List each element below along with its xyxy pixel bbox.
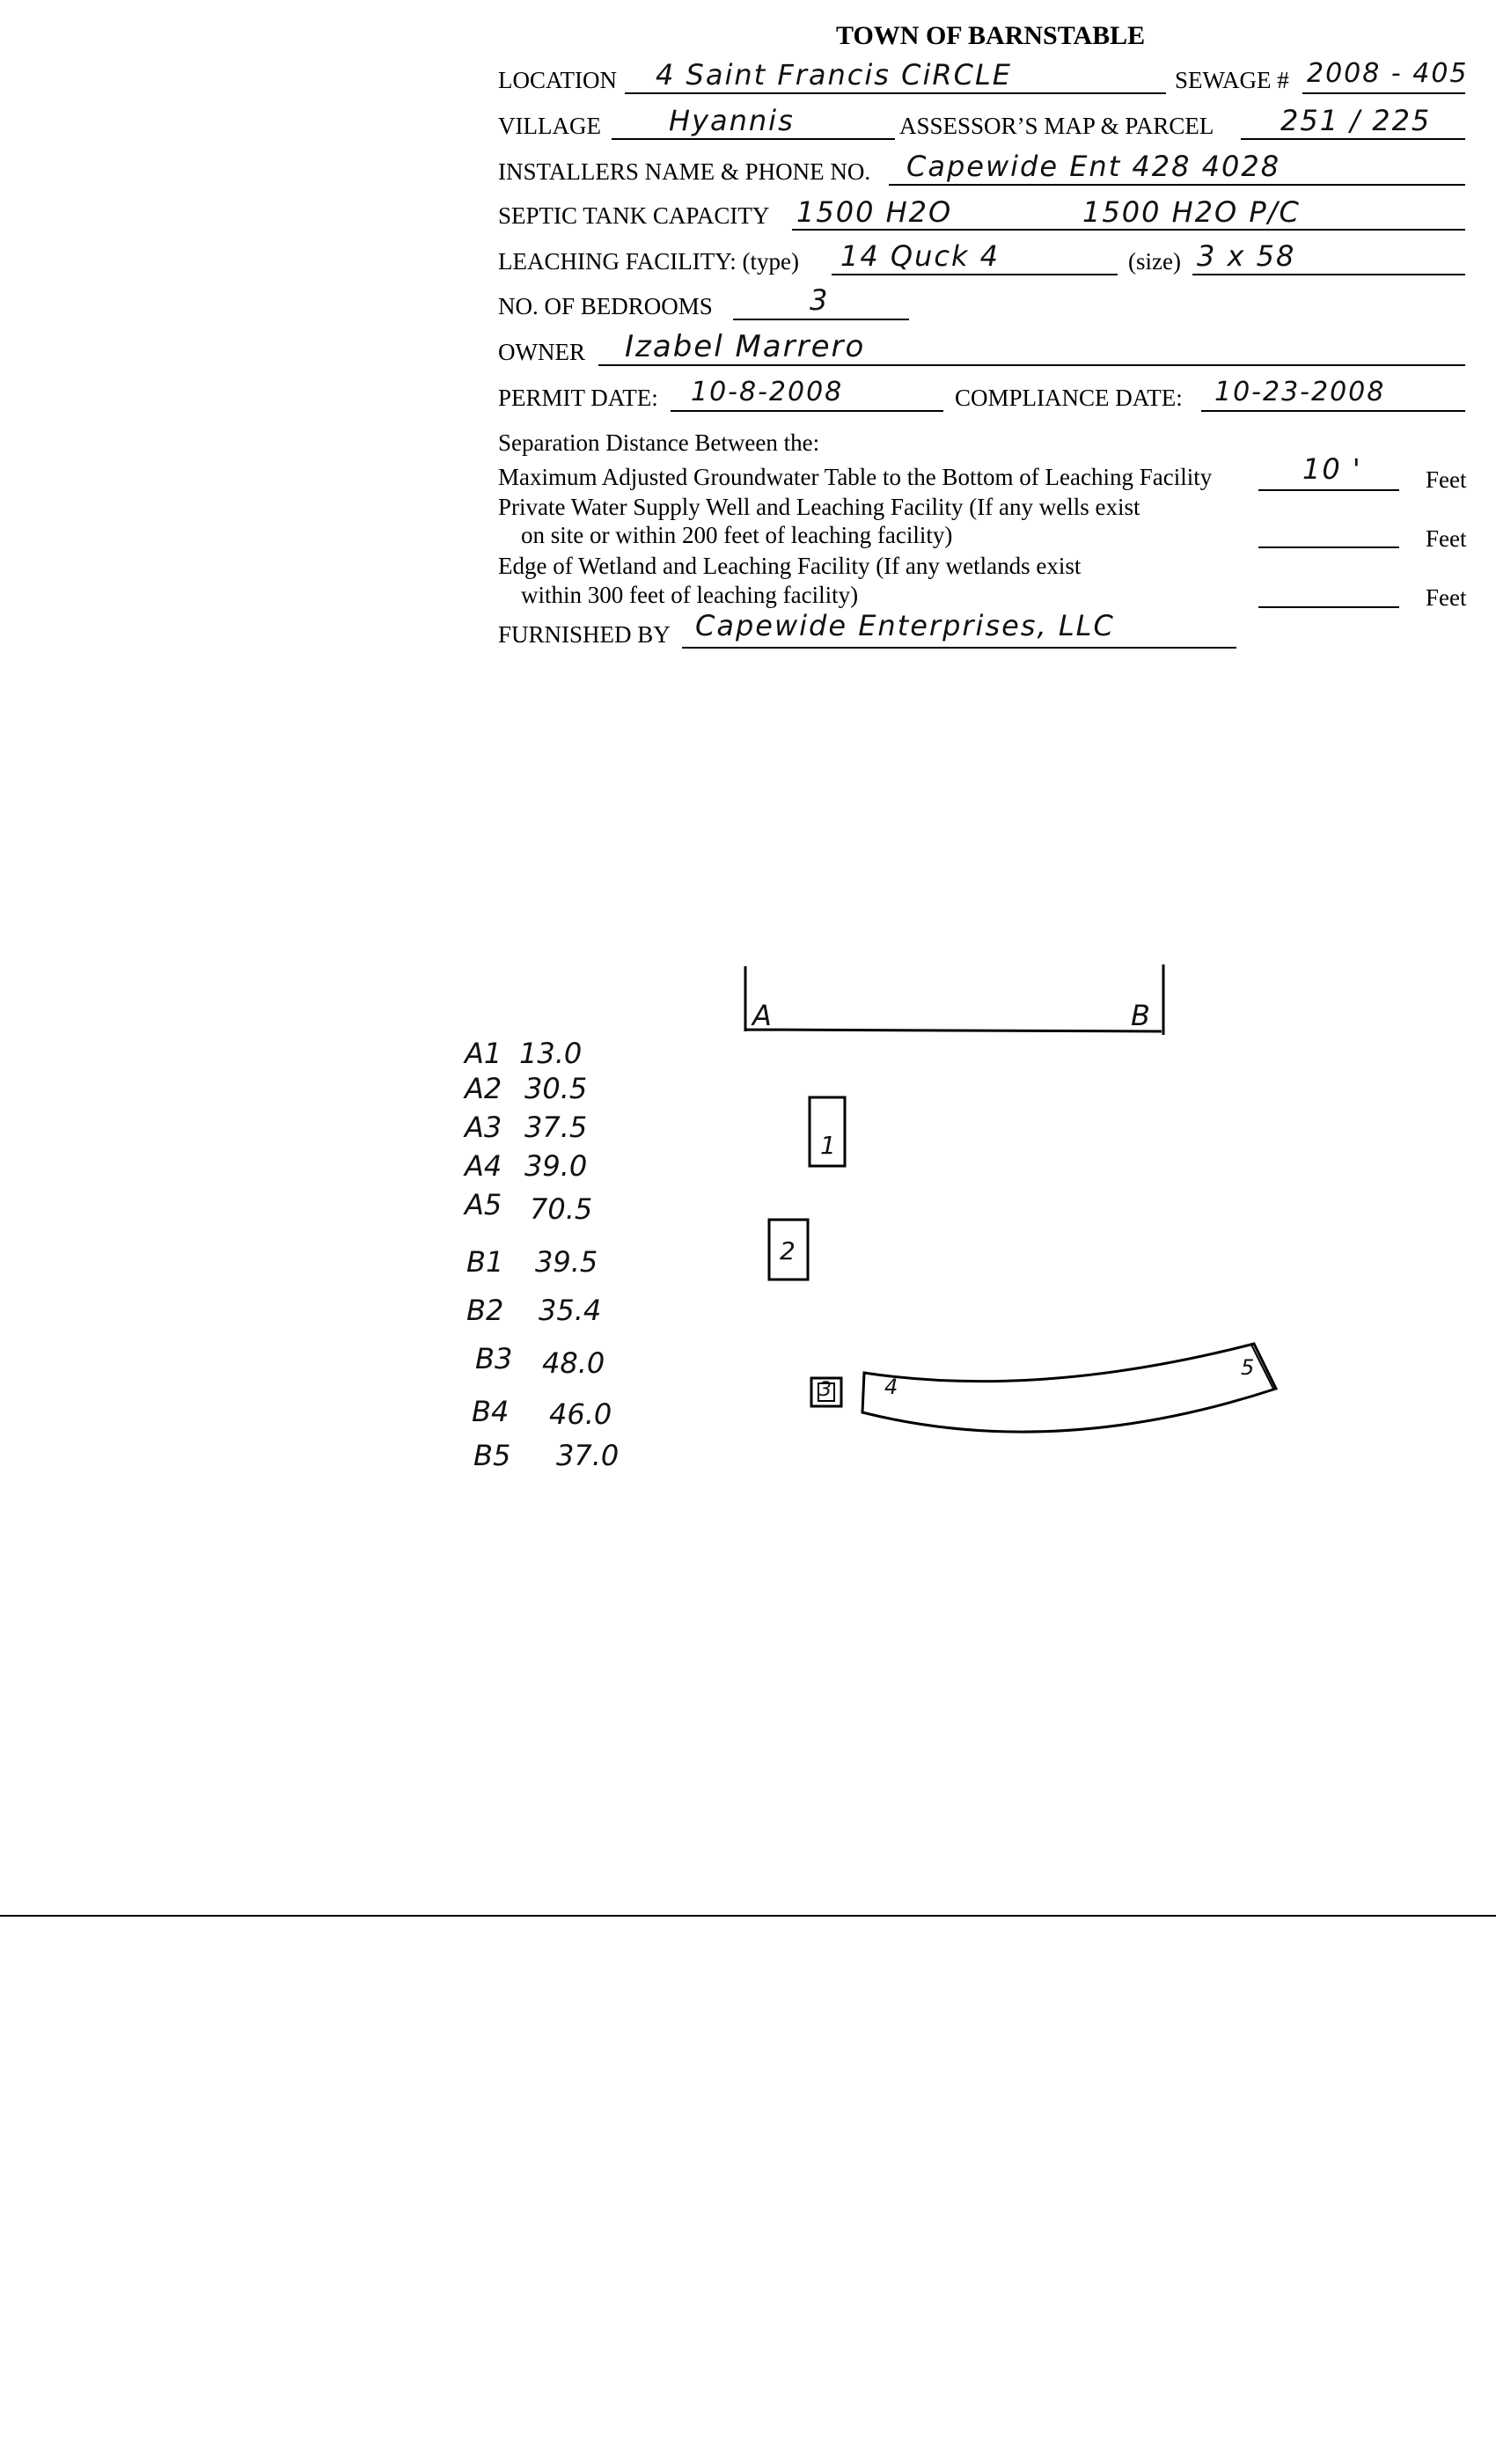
compliance-date-value[interactable]: 10-23-2008 [1214,377,1386,407]
measurement-label: B3 [475,1342,513,1375]
box-3-label: 3 [819,1379,832,1401]
owner-value[interactable]: Izabel Marrero [625,329,866,364]
measurement-label: A3 [465,1111,502,1144]
measurement-label: A5 [465,1188,502,1221]
measurement-label: A4 [465,1149,502,1183]
separation-heading: Separation Distance Between the: [498,429,820,456]
sep1-label: Maximum Adjusted Groundwater Table to the Bottom of Leaching Facility [498,464,1213,490]
trench-end-mark [1251,1345,1274,1390]
box-2-label: 2 [780,1236,796,1265]
form-title: TOWN OF BARNSTABLE [836,21,1146,50]
measurement-label: A1 [465,1037,502,1070]
measurement-label: B4 [472,1395,510,1428]
leaching-type-label: LEACHING FACILITY: (type) [498,248,799,275]
box-5-label: 5 [1241,1355,1255,1380]
bedrooms-value[interactable]: 3 [810,283,830,317]
sep3-label-line1: Edge of Wetland and Leaching Facility (If any wetlands exist [498,553,1082,579]
measurement-value: 37.0 [556,1439,620,1472]
sep2-feet: Feet [1426,525,1467,552]
village-value[interactable]: Hyannis [669,104,795,137]
sep3-label-line2: within 300 feet of leaching facility) [521,582,859,608]
measurement-value: 37.5 [524,1111,588,1144]
sep3-feet: Feet [1426,584,1467,611]
compliance-date-label: COMPLIANCE DATE: [955,385,1183,411]
septic-label: SEPTIC TANK CAPACITY [498,202,770,229]
leaching-type-value[interactable]: 14 Quck 4 [840,239,1001,273]
location-label: LOCATION [498,67,617,93]
location-value[interactable]: 4 Saint Francis CiRCLE [656,58,1012,92]
measurement-value: 48.0 [542,1346,605,1380]
furnished-by-value[interactable]: Capewide Enterprises, LLC [695,609,1115,642]
box-1-label: 1 [820,1131,836,1160]
sep2-label-line2: on site or within 200 feet of leaching facility) [521,522,953,548]
sewage-value[interactable]: 2008 - 405 [1307,58,1469,89]
measurement-label: A2 [465,1072,502,1105]
assessor-value[interactable]: 251 / 225 [1280,104,1432,137]
sep1-feet: Feet [1426,466,1467,493]
reference-line-ab [745,964,1163,1035]
measurement-label: B5 [473,1439,511,1472]
leaching-size-value[interactable]: 3 x 58 [1197,239,1296,273]
measurement-value: 46.0 [549,1397,612,1431]
installer-label: INSTALLERS NAME & PHONE NO. [498,158,871,185]
owner-label: OWNER [498,339,585,365]
box-4-label: 4 [884,1375,898,1399]
bedrooms-label: NO. OF BEDROOMS [498,293,713,319]
assessor-label: ASSESSOR’S MAP & PARCEL [899,113,1214,139]
permit-date-value[interactable]: 10-8-2008 [691,377,844,407]
permit-date-label: PERMIT DATE: [498,385,658,411]
septic-value-1[interactable]: 1500 H2O [796,195,953,229]
ref-a-label: A [752,999,772,1032]
leaching-size-label: (size) [1128,248,1181,275]
ref-b-label: B [1131,999,1150,1032]
sep2-label-line1: Private Water Supply Well and Leaching Facility (If any wells exist [498,494,1140,520]
measurement-label: B1 [466,1245,504,1279]
septic-value-2[interactable]: 1500 H2O P/C [1082,195,1301,229]
measurement-value: 39.0 [524,1149,588,1183]
measurement-value: 30.5 [524,1072,588,1105]
trench-4-5 [862,1344,1276,1432]
installer-value[interactable]: Capewide Ent 428 4028 [906,150,1281,183]
furnished-by-label: FURNISHED BY [498,621,671,648]
village-label: VILLAGE [498,113,601,139]
measurement-value: 39.5 [535,1245,598,1279]
measurement-value: 13.0 [519,1037,583,1070]
sewage-label: SEWAGE # [1175,67,1289,93]
measurement-value: 35.4 [539,1294,602,1327]
measurement-label: B2 [466,1294,504,1327]
sep1-value[interactable]: 10 ' [1302,452,1362,486]
measurement-value: 70.5 [530,1192,593,1226]
